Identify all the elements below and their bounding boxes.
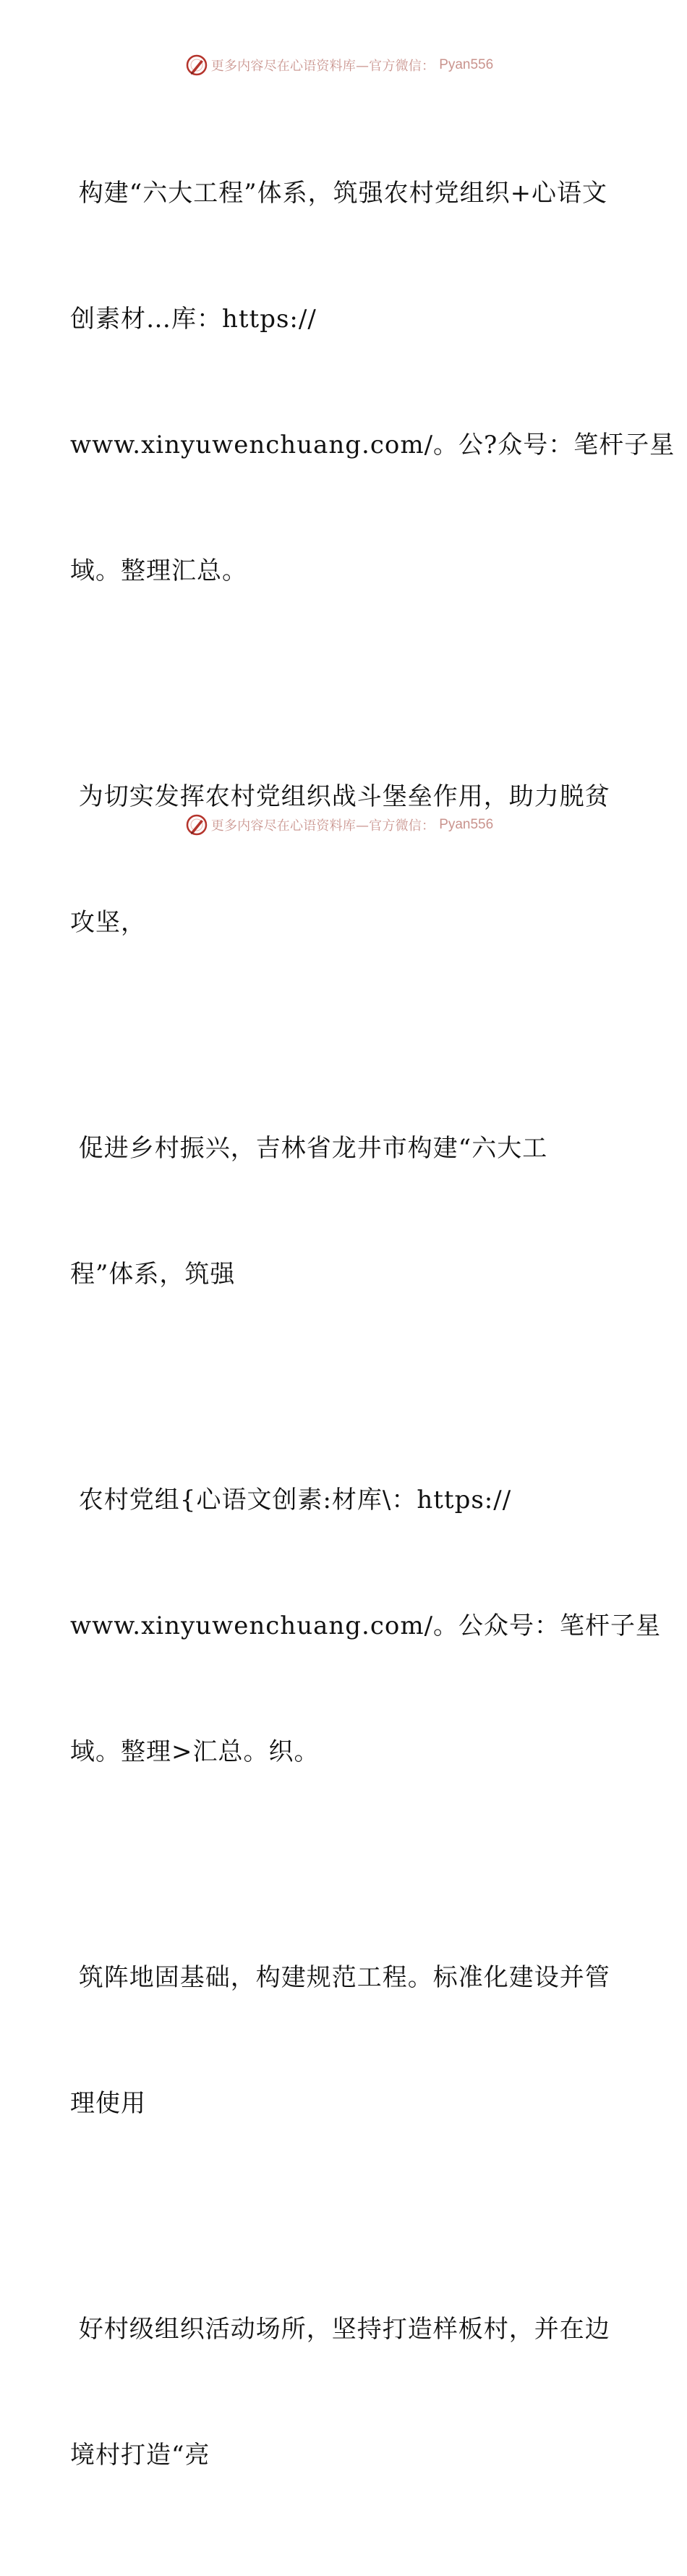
text-line: 农村党组{心语文创素:材库\：https:// [70, 1486, 512, 1514]
text-line: www.xinyuwenchuang.com/。公?众号：笔杆子星 [70, 431, 675, 459]
text-line: 攻坚， [70, 908, 146, 937]
text-line: 筑阵地固基础，构建规范工程。标准化建设并管 [70, 1963, 610, 1992]
text-line: www.xinyuwenchuang.com/。公众号：笔杆子星 [70, 1611, 662, 1640]
text-line: 境村打造“亮 [70, 2441, 210, 2470]
footer-watermark [0, 810, 687, 839]
text-line: 域。整理汇总。 [70, 556, 247, 585]
paragraph [70, 1873, 641, 2208]
text-line: 为切实发挥农村党组织战斗堡垒作用，助力脱贫 [70, 782, 610, 811]
text-line: 域。整理>汇总。织。 [70, 1737, 320, 1766]
header-watermark [0, 51, 687, 80]
text-line: 促进乡村振兴，吉林省龙井市构建“六大工 [70, 1134, 548, 1163]
pen-seal-logo-icon [185, 813, 208, 836]
text-line: 好村级组织活动场所，坚持打造样板村，并在边 [70, 2315, 610, 2344]
paragraph [70, 692, 641, 1028]
document-body [70, 88, 675, 2576]
text-line: 程”体系，筑强 [70, 1260, 236, 1289]
text-line: 创素材…库：https:// [70, 305, 317, 334]
pen-seal-logo-icon [185, 54, 208, 77]
text-line: 构建“六大工程”体系，筑强农村党组织+心语文 [70, 179, 608, 208]
header-watermark-text: 更多内容尽在心语资料库—官方微信： [210, 59, 435, 74]
text-line: 理使用 [70, 2089, 146, 2118]
paragraph [70, 2224, 641, 2560]
header-watermark-account: Pyan556 [439, 57, 494, 72]
footer-watermark-account: Pyan556 [439, 817, 494, 832]
header-watermark-inner [185, 54, 493, 77]
paragraph [70, 1043, 641, 1379]
paragraph [70, 1395, 662, 1857]
footer-watermark-inner [185, 813, 493, 836]
paragraph [70, 88, 675, 676]
footer-watermark-text: 更多内容尽在心语资料库—官方微信： [210, 818, 435, 834]
